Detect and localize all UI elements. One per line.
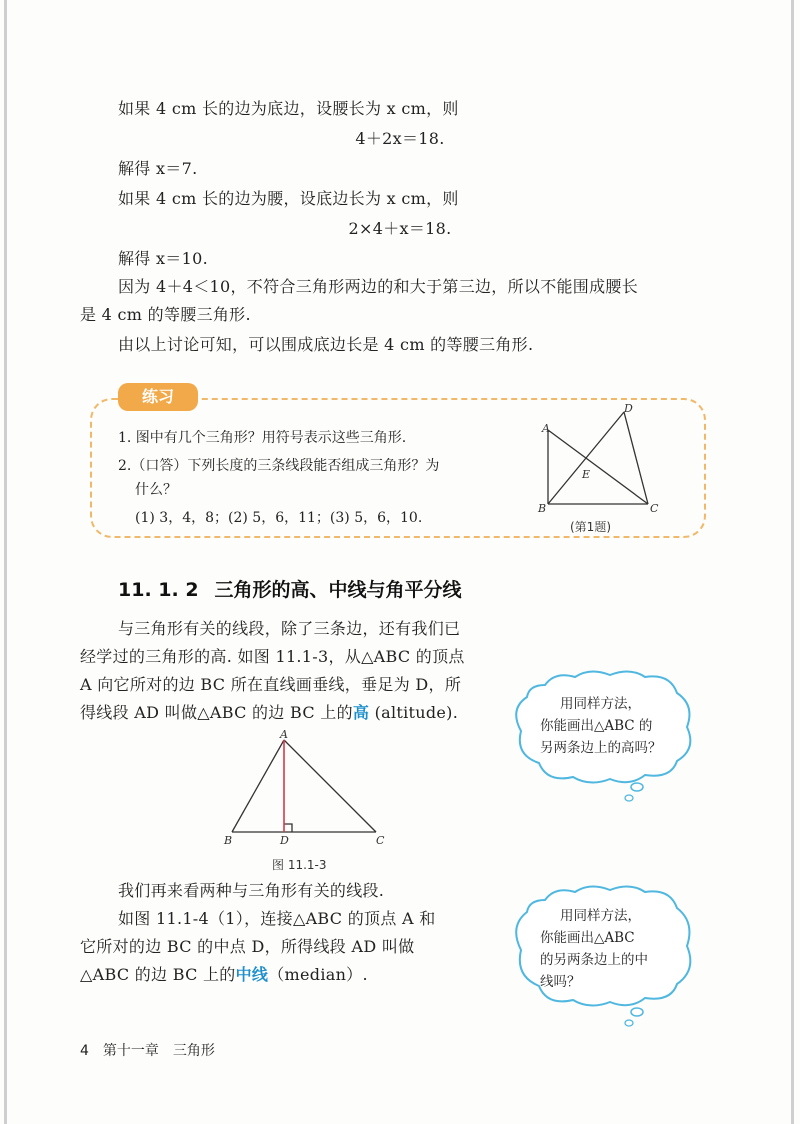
segment-ab — [232, 740, 284, 832]
body-line-5: 因为 4＋4＜10，不符合三角形两边的和大于第三边，所以不能围成腰长 — [118, 277, 639, 296]
bubble-1-line-3: 另两条边上的高吗？ — [540, 740, 662, 756]
section-para-line-1: 与三角形有关的线段，除了三条边，还有我们已 — [118, 619, 461, 638]
chapter-title: 三角形 — [172, 1043, 215, 1059]
label-b: B — [224, 834, 233, 846]
page-number: 4 — [80, 1043, 89, 1059]
label-a: A — [280, 728, 288, 741]
practice-figure-caption: (第1题) — [570, 520, 611, 534]
chapter-label: 第十一章 — [102, 1043, 159, 1059]
left-page-edge — [4, 0, 7, 1124]
label-c: C — [376, 834, 385, 846]
section-para-line-2: 经学过的三角形的高. 如图 11.1-3，从△ABC 的顶点 — [80, 647, 465, 666]
label-b: B — [538, 502, 547, 515]
section-para-line-4 — [80, 702, 458, 724]
median-english: （median）. — [268, 965, 368, 984]
label-a: A — [542, 422, 550, 435]
bubble-2-line-2: 你能画出△ABC — [540, 930, 635, 946]
altitude-sentence: 得线段 AD 叫做△ABC 的边 BC 上的 — [80, 703, 353, 722]
body-line-3: 如果 4 cm 长的边为腰，设底边长为 x cm，则 — [118, 189, 459, 208]
practice-tag: 练习 — [118, 383, 198, 411]
right-angle-mark — [284, 824, 292, 832]
bubble-1-line-2: 你能画出△ABC 的 — [540, 718, 653, 734]
body-line-1: 如果 4 cm 长的边为底边，设腰长为 x cm，则 — [118, 99, 459, 118]
altitude-figure — [220, 728, 390, 846]
label-e: E — [582, 468, 591, 481]
practice-question-2b: 什么？ — [135, 482, 177, 498]
label-c: C — [650, 502, 659, 515]
label-d: D — [280, 834, 289, 846]
altitude-english: (altitude). — [369, 703, 459, 722]
section-para-line-7: 它所对的边 BC 的中点 D，所得线段 AD 叫做 — [80, 937, 415, 956]
label-d: D — [624, 402, 633, 415]
page-footer — [80, 1040, 229, 1060]
term-median: 中线 — [235, 965, 269, 984]
bubble-1-line-1: 用同样方法， — [560, 696, 641, 712]
segment-ac — [284, 740, 376, 832]
body-line-6: 是 4 cm 的等腰三角形. — [80, 305, 251, 324]
body-line-4: 解得 x＝10. — [118, 249, 208, 268]
practice-question-1: 1. 图中有几个三角形？用符号表示这些三角形. — [118, 430, 407, 446]
bubble-2-line-4: 线吗？ — [540, 974, 581, 990]
right-page-edge — [791, 0, 794, 1124]
section-para-line-5: 我们再来看两种与三角形有关的线段. — [118, 881, 385, 900]
equation-1: 4＋2x＝18. — [355, 129, 445, 148]
section-heading: 三角形的高、中线与角平分线 — [214, 579, 462, 601]
segment-bd — [548, 412, 624, 504]
segment-dc — [624, 412, 648, 504]
altitude-figure-caption: 图 11.1-3 — [272, 858, 327, 872]
practice-figure — [532, 400, 672, 518]
equation-2: 2×4＋x＝18. — [348, 219, 452, 238]
body-line-7: 由以上讨论可知，可以围成底边长是 4 cm 的等腰三角形. — [118, 335, 534, 354]
bubble-2-line-1: 用同样方法， — [560, 908, 641, 924]
section-para-line-3: A 向它所对的边 BC 所在直线画垂线，垂足为 D，所 — [80, 675, 462, 694]
section-title — [118, 575, 462, 602]
practice-question-2a: 2.（口答）下列长度的三条线段能否组成三角形？为 — [118, 458, 440, 474]
section-para-line-8 — [80, 964, 368, 986]
section-para-line-6: 如图 11.1-4（1），连接△ABC 的顶点 A 和 — [118, 909, 436, 928]
section-number: 11. 1. 2 — [118, 579, 199, 601]
bubble-2-line-3: 的另两条边上的中 — [540, 952, 648, 968]
segment-ac — [548, 430, 648, 504]
median-sentence: △ABC 的边 BC 上的 — [80, 965, 236, 984]
term-altitude: 高 — [352, 703, 370, 722]
practice-question-2c: (1) 3，4，8；(2) 5，6，11；(3) 5，6，10. — [135, 510, 423, 526]
body-line-2: 解得 x＝7. — [118, 159, 198, 178]
